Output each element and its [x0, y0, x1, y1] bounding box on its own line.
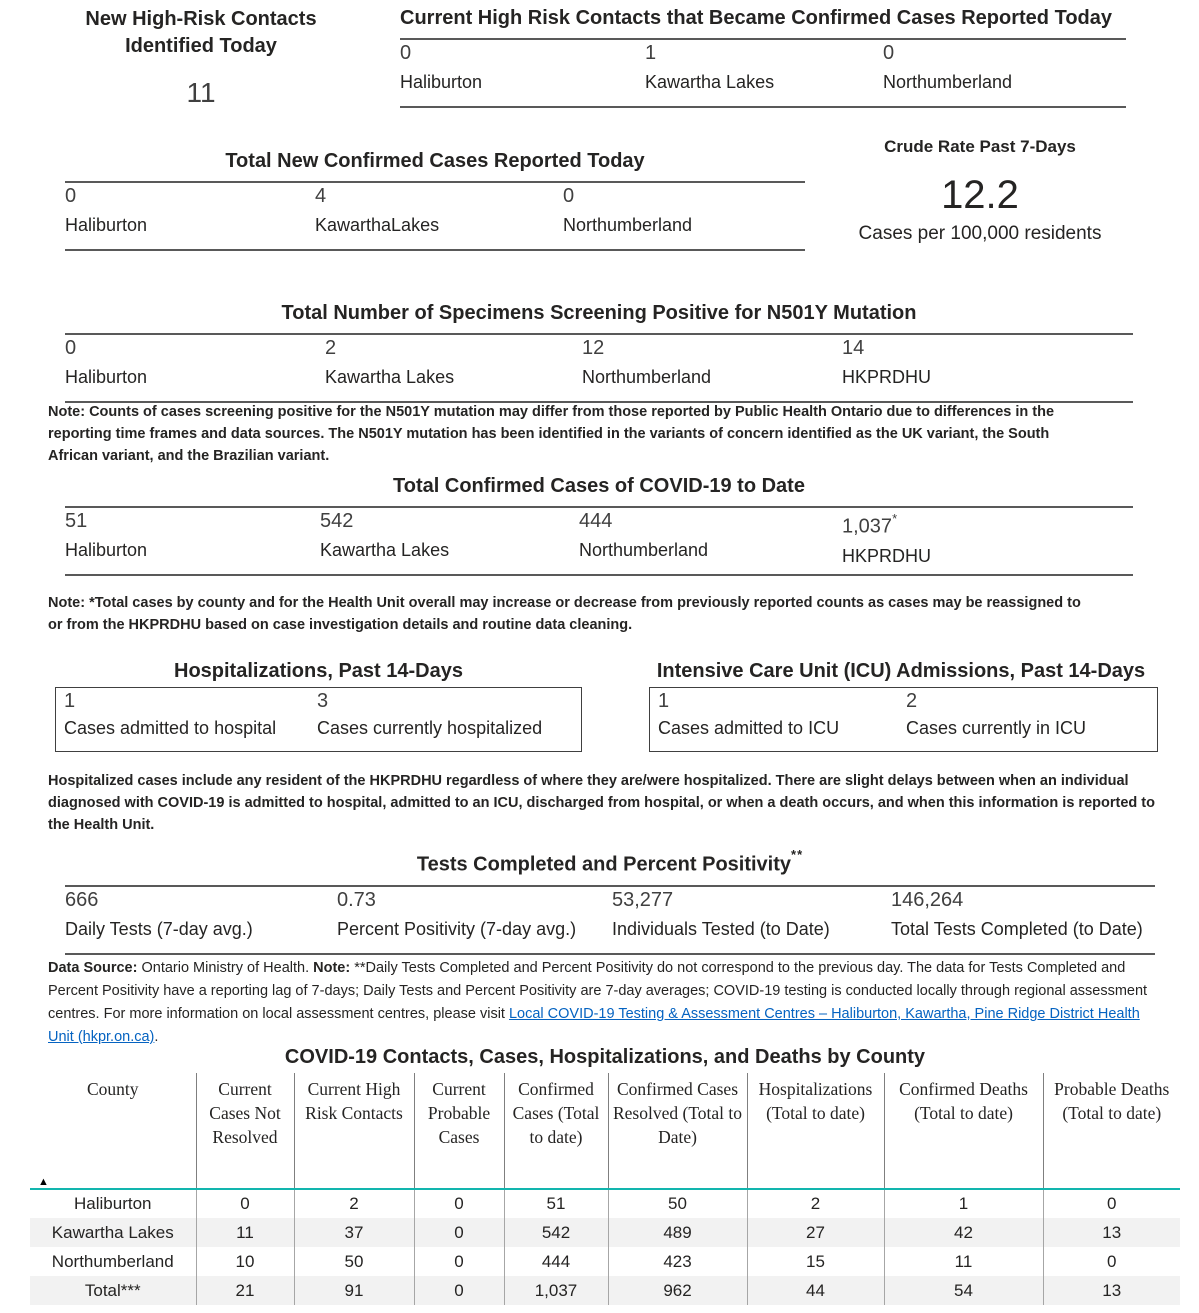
- county-cell: Total***: [84, 1280, 141, 1300]
- county-cell: Northumberland: [51, 1251, 174, 1271]
- value-cell: 91: [294, 1276, 414, 1305]
- stat-label: Cases currently in ICU: [906, 718, 1087, 738]
- stat-kawartha-lakes: [645, 40, 774, 94]
- stat-label: HKPRDHU: [842, 545, 932, 566]
- table-header-row: [30, 1073, 1180, 1189]
- value-cell: 50: [294, 1247, 414, 1276]
- data-source-text: .: [154, 1029, 159, 1045]
- table-row-haliburton: [30, 1189, 1180, 1218]
- value-cell: 13: [1043, 1218, 1180, 1247]
- value-cell: 2: [747, 1189, 884, 1218]
- value-cell: 51: [504, 1189, 608, 1218]
- stat-northumberland: [579, 508, 708, 562]
- column-header-current-cases-not-resolved[interactable]: Current Cases Not Resolved: [196, 1073, 294, 1189]
- value-cell: 37: [294, 1218, 414, 1247]
- county-table: [30, 1073, 1180, 1305]
- stat-haliburton: [65, 508, 147, 562]
- stat-label: Cases currently hospitalized: [317, 718, 543, 738]
- value-cell: 423: [608, 1247, 747, 1276]
- stat-label: Haliburton: [65, 540, 148, 560]
- stat-value: 146,264: [891, 888, 964, 911]
- value-cell: 15: [747, 1247, 884, 1276]
- crude-rate-card: [845, 137, 1115, 245]
- value-cell: 10: [196, 1247, 294, 1276]
- stat-label: Total Tests Completed (to Date): [891, 918, 1143, 939]
- value-cell: 21: [196, 1276, 294, 1305]
- value-cell: 1,037: [504, 1276, 608, 1305]
- divider: [400, 106, 1126, 108]
- new-high-risk-contacts-card: [60, 6, 342, 109]
- value-cell: 11: [884, 1247, 1043, 1276]
- stat-value: 1: [658, 690, 670, 712]
- stat-northumberland: [563, 183, 692, 237]
- total-new-cases-title: Total New Confirmed Cases Reported Today: [225, 150, 645, 172]
- tests-title-text: Tests Completed and Percent Positivity: [416, 853, 792, 876]
- value-cell: 2: [294, 1189, 414, 1218]
- column-header-confirmed-cases-resolved[interactable]: Confirmed Cases Resolved (Total to Date): [608, 1073, 747, 1189]
- stat-value: 51: [65, 510, 88, 532]
- county-table-title: COVID-19 Contacts, Cases, Hospitalizations, and Deaths by County: [284, 1046, 926, 1068]
- data-source-note: [48, 957, 1168, 1049]
- stat-label: Individuals Tested (to Date): [612, 918, 830, 939]
- note-lead: Note:: [313, 960, 351, 976]
- value-cell: 27: [747, 1218, 884, 1247]
- stat-individuals-tested: [612, 887, 830, 941]
- data-source-text: **Daily Tests Completed and Percent Positivity do not correspond to the previous day. The data for Tests Completed and Percent Positivity have a reporting lag of 7-days; Daily Tests and Percent Positivity are 7-day averages; COVID-19 testing is conducted locally through regional assessment centres. For more information on local assessment centres, please visit: [48, 960, 1148, 1022]
- stat-value: 4: [315, 185, 327, 207]
- stat-value: 666: [65, 888, 99, 911]
- stat-kawartha-lakes: [315, 183, 439, 237]
- stat-kawartha-lakes: [320, 508, 449, 562]
- stat-value: 2: [906, 690, 918, 712]
- hospitalized-note: Hospitalized cases include any resident of the HKPRDHU regardless of where they are/were hospitalized. There are slight delays between when an individual diagnosed with COVID-19 is admitted to hospital, admitted to an ICU, discharged from hospital, or when a death occurs, and when this information is reported to the Health Unit.: [48, 773, 1155, 833]
- sort-ascending-icon[interactable]: ▲: [38, 1176, 49, 1188]
- value-cell: 962: [608, 1276, 747, 1305]
- column-header-probable-deaths[interactable]: Probable Deaths (Total to date): [1043, 1073, 1180, 1189]
- stat-label: Haliburton: [65, 367, 148, 387]
- tests-card: [65, 845, 1155, 955]
- double-asterisk-superscript: **: [791, 847, 804, 862]
- stat-currently-icu: [906, 688, 1086, 740]
- value-cell: 50: [608, 1189, 747, 1218]
- stat-kawartha-lakes: [325, 335, 454, 389]
- stat-haliburton: [65, 335, 147, 389]
- hospitalizations-title: Hospitalizations, Past 14-Days: [174, 660, 463, 682]
- became-confirmed-title: Current High Risk Contacts that Became Confirmed Cases Reported Today: [400, 7, 1112, 29]
- hospitalizations-box: [55, 687, 582, 752]
- crude-rate-value: 12.2: [941, 173, 1019, 217]
- n501y-note: Note: Counts of cases screening positive for the N501Y mutation may differ from those reported by Public Health Ontario due to differences in the reporting time frames and data sources. The N501Y mutation has been identified in the variants of concern identified as the UK variant, the South African variant, and the Brazilian variant.: [48, 404, 1055, 464]
- stat-label: Northumberland: [563, 215, 693, 235]
- stat-currently-hospitalized: [317, 688, 542, 740]
- stat-label: Cases admitted to ICU: [658, 718, 840, 738]
- stat-northumberland: [883, 40, 1012, 94]
- stat-value: 3: [317, 690, 329, 712]
- stat-label: KawarthaLakes: [315, 215, 440, 235]
- total-confirmed-title: Total Confirmed Cases of COVID-19 to Date: [393, 475, 805, 497]
- stat-value: 0: [65, 185, 77, 207]
- stat-hkprdhu: [842, 508, 931, 568]
- stat-label: Northumberland: [582, 367, 712, 387]
- value-cell: 542: [504, 1218, 608, 1247]
- stat-value: 12: [582, 337, 605, 359]
- county-cell: Kawartha Lakes: [51, 1222, 174, 1242]
- table-row-kawartha-lakes: [30, 1218, 1180, 1247]
- n501y-card: [65, 300, 1133, 403]
- stat-label: Northumberland: [883, 72, 1013, 92]
- crude-rate-caption: Cases per 100,000 residents: [858, 223, 1102, 244]
- stat-label: Daily Tests (7-day avg.): [65, 918, 253, 939]
- data-source-text: Ontario Ministry of Health.: [137, 960, 314, 976]
- icu-box: [649, 687, 1158, 752]
- column-header-confirmed-cases[interactable]: Confirmed Cases (Total to date): [504, 1073, 608, 1189]
- value-cell: 44: [747, 1276, 884, 1305]
- became-confirmed-card: [400, 5, 1126, 108]
- value-cell: 0: [1043, 1247, 1180, 1276]
- stat-value: 1: [645, 42, 657, 64]
- stat-label: Kawartha Lakes: [320, 540, 450, 560]
- value-cell: 0: [196, 1189, 294, 1218]
- stat-value: 0.73: [337, 888, 376, 911]
- stat-value-number: 1,037: [842, 515, 893, 538]
- tests-title: [65, 845, 1155, 879]
- asterisk-superscript: *: [892, 511, 898, 526]
- column-header-confirmed-deaths[interactable]: Confirmed Deaths (Total to date): [884, 1073, 1043, 1189]
- n501y-title: Total Number of Specimens Screening Positive for N501Y Mutation: [281, 302, 917, 324]
- data-source-lead: Data Source:: [48, 960, 138, 976]
- total-confirmed-note: Note: *Total cases by county and for the Health Unit overall may increase or decrease from previously reported counts as cases may be reassigned to or from the HKPRDHU based on case investigation details and routine data cleaning.: [48, 595, 1081, 633]
- stat-value: 0: [400, 42, 412, 64]
- value-cell: 54: [884, 1276, 1043, 1305]
- value-cell: 13: [1043, 1276, 1180, 1305]
- stat-haliburton: [65, 183, 147, 237]
- stat-value: 0: [65, 337, 77, 359]
- value-cell: 444: [504, 1247, 608, 1276]
- stat-value: 14: [842, 337, 865, 359]
- stat-label: Kawartha Lakes: [645, 72, 775, 92]
- new-high-risk-contacts-value: 11: [186, 77, 216, 108]
- divider: [65, 574, 1133, 576]
- stat-label: Northumberland: [579, 540, 709, 560]
- value-cell: 489: [608, 1218, 747, 1247]
- stat-admitted-hospital: [64, 688, 276, 740]
- assessment-centres-link[interactable]: Local COVID-19 Testing & Assessment Centres – Haliburton, Kawartha, Pine Ridge District Health Unit (hkpr.on.ca): [48, 1006, 1140, 1045]
- column-header-county[interactable]: [30, 1073, 196, 1189]
- value-cell: 0: [414, 1218, 504, 1247]
- stat-value: 53,277: [612, 888, 674, 911]
- total-confirmed-card: [65, 473, 1133, 576]
- stat-admitted-icu: [658, 688, 839, 740]
- value-cell: 0: [414, 1247, 504, 1276]
- column-header-current-high-risk-contacts[interactable]: Current High Risk Contacts: [294, 1073, 414, 1189]
- divider: [65, 249, 805, 251]
- column-header-current-probable-cases[interactable]: Current Probable Cases: [414, 1073, 504, 1189]
- table-row-total: [30, 1276, 1180, 1305]
- stat-percent-positivity: [337, 887, 576, 941]
- stat-value: 542: [320, 510, 354, 532]
- icu-title: Intensive Care Unit (ICU) Admissions, Past 14-Days: [656, 660, 1146, 682]
- stat-label: Kawartha Lakes: [325, 367, 455, 387]
- value-cell: 0: [414, 1276, 504, 1305]
- column-header-hospitalizations[interactable]: Hospitalizations (Total to date): [747, 1073, 884, 1189]
- stat-value: 0: [883, 42, 895, 64]
- stat-label: Percent Positivity (7-day avg.): [337, 918, 577, 939]
- stat-hkprdhu: [842, 335, 931, 389]
- value-cell: 0: [1043, 1189, 1180, 1218]
- table-row-northumberland: [30, 1247, 1180, 1276]
- value-cell: 11: [196, 1218, 294, 1247]
- stat-label: Haliburton: [400, 72, 483, 92]
- stat-label: Haliburton: [65, 215, 148, 235]
- stat-daily-tests: [65, 887, 253, 941]
- stat-northumberland: [582, 335, 711, 389]
- stat-value: 444: [579, 510, 613, 532]
- total-new-cases-card: [65, 148, 805, 251]
- stat-value: 2: [325, 337, 337, 359]
- column-header-label: County: [86, 1079, 139, 1099]
- stat-total-tests: [891, 887, 1143, 941]
- stat-value: 1: [64, 690, 76, 712]
- county-cell: Haliburton: [74, 1194, 152, 1213]
- stat-value: [842, 508, 931, 540]
- value-cell: 42: [884, 1218, 1043, 1247]
- stat-label: Cases admitted to hospital: [64, 718, 277, 738]
- crude-rate-title: Crude Rate Past 7-Days: [884, 137, 1076, 156]
- value-cell: 0: [414, 1189, 504, 1218]
- divider: [65, 953, 1155, 955]
- stat-label: HKPRDHU: [842, 367, 932, 387]
- stat-haliburton: [400, 40, 482, 94]
- value-cell: 1: [884, 1189, 1043, 1218]
- new-high-risk-contacts-title: New High-Risk Contacts Identified Today: [85, 8, 317, 57]
- stat-value: 0: [563, 185, 575, 207]
